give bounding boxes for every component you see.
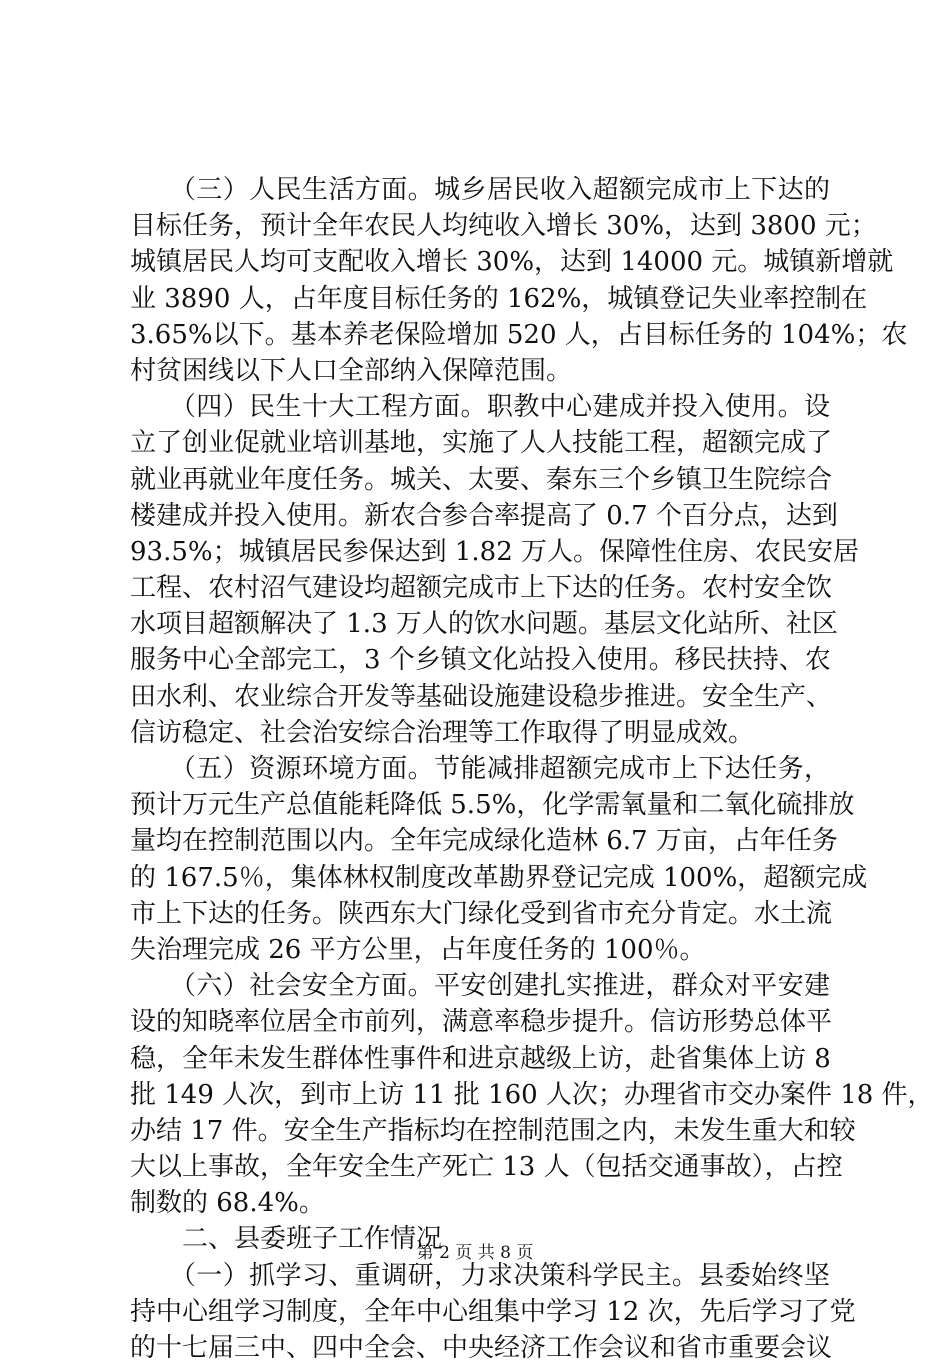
text-line: [130, 462, 833, 498]
text-line: [130, 317, 908, 353]
text-line-content: 田水利、农业综合开发等基础设施建设稳步推进。安全生产、: [130, 681, 833, 712]
text-line: [130, 208, 877, 244]
text-line: [130, 1004, 833, 1040]
page-footer: 第 2 页 共 8 页: [416, 1243, 534, 1263]
text-line: [130, 787, 855, 823]
document-body: [130, 172, 934, 1366]
text-line-content: 城镇居民人均可支配收入增长 30%，达到 14000 元。城镇新增就: [130, 247, 894, 278]
text-line: [130, 1330, 833, 1366]
text-line: [130, 389, 830, 425]
text-line: [130, 172, 830, 208]
text-line: [130, 1077, 934, 1113]
text-line: [130, 1041, 830, 1077]
text-line-content: 的十七届三中、四中全会、中央经济工作会议和省市重要会议: [130, 1333, 833, 1363]
text-line-content: 设的知晓率位居全市前列，满意率稳步提升。信访形势总体平: [130, 1007, 833, 1038]
text-line: [130, 244, 894, 280]
text-line: [130, 281, 868, 317]
text-line-content: 制数的 68.4%。: [130, 1188, 325, 1219]
text-line: [130, 353, 830, 389]
text-line-content: 办结 17 件。安全生产指标均在控制范围之内，未发生重大和较: [130, 1115, 856, 1146]
text-line: [130, 425, 833, 461]
text-line: [130, 860, 868, 896]
text-line: [130, 1185, 830, 1221]
text-line-content: 预计万元生产总值能耗降低 5.5%，化学需氧量和二氧化硫排放: [130, 790, 855, 821]
text-line-content: 的 167.5％，集体林权制度改革勘界登记完成 100%，超额完成: [130, 862, 868, 893]
text-line-content: 就业再就业年度任务。城关、太要、秦东三个乡镇卫生院综合: [130, 464, 833, 495]
text-line-content: 水项目超额解决了 1.3 万人的饮水问题。基层文化站所、社区: [130, 609, 838, 640]
text-line-content: （五）资源环境方面。节能减排超额完成市上下达任务，: [130, 754, 830, 784]
text-line-content: 3.65%以下。基本养老保险增加 520 人，占目标任务的 104%；农: [130, 319, 908, 350]
text-line: [130, 1294, 856, 1330]
text-line-content: 楼建成并投入使用。新农合参合率提高了 0.7 个百分点，达到: [130, 500, 838, 531]
text-line: [130, 715, 830, 751]
text-line: [130, 606, 838, 642]
text-line-content: 工程、农村沼气建设均超额完成市上下达的任务。农村安全饮: [130, 573, 833, 604]
text-line: [130, 1149, 843, 1185]
text-line-content: 93.5%；城镇居民参保达到 1.82 万人。保障性住房、农民安居: [130, 536, 860, 567]
text-line-content: 二、县委班子工作情况: [130, 1224, 443, 1255]
text-line: [130, 932, 830, 968]
text-line-content: 立了创业促就业培训基地，实施了人人技能工程，超额完成了: [130, 428, 833, 459]
text-line: [130, 968, 830, 1004]
text-line-content: 持中心组学习制度，全年中心组集中学习 12 次，先后学习了党: [130, 1296, 856, 1327]
text-line-content: （六）社会安全方面。平安创建扎实推进，群众对平安建: [130, 971, 830, 1002]
text-line: [130, 498, 838, 534]
text-line-content: 稳，全年未发生群体性事件和进京越级上访，赴省集体上访 8: [130, 1043, 831, 1074]
text-line-content: 信访稳定、社会治安综合治理等工作取得了明显成效。: [130, 717, 755, 748]
text-line-content: （一）抓学习、重调研，力求决策科学民主。县委始终坚: [130, 1260, 830, 1291]
text-line: [130, 896, 833, 932]
text-line-content: 服务中心全部完工，3 个乡镇文化站投入使用。移民扶持、农: [130, 645, 831, 676]
text-line-content: 量均在控制范围以内。全年完成绿化造林 6.7 万亩，占年任务: [130, 826, 838, 857]
text-line-content: 业 3890 人，占年度目标任务的 162%，城镇登记失业率控制在: [130, 283, 868, 314]
text-line-content: 大以上事故，全年安全生产死亡 13 人（包括交通事故），占控: [130, 1152, 843, 1183]
text-line: [130, 534, 860, 570]
text-line: [130, 751, 830, 787]
text-line-content: 目标任务，预计全年农民人均纯收入增长 30%，达到 3800 元；: [130, 211, 877, 242]
text-line-content: （四）民生十大工程方面。职教中心建成并投入使用。设: [130, 392, 830, 423]
text-line-content: 村贫困线以下人口全部纳入保障范围。: [130, 355, 573, 386]
text-line: [130, 823, 838, 859]
text-line: [130, 570, 833, 606]
text-line: [130, 1113, 856, 1149]
text-line-content: 市上下达的任务。陕西东大门绿化受到省市充分肯定。水土流: [130, 898, 833, 929]
text-line: [130, 642, 830, 678]
text-line-content: （三）人民生活方面。城乡居民收入超额完成市上下达的: [130, 175, 830, 205]
text-line: [130, 679, 833, 715]
text-line-content: 失治理完成 26 平方公里，占年度任务的 100％。: [130, 934, 706, 965]
text-line-content: 批 149 人次，到市上访 11 批 160 人次；办理省市交办案件 18 件，: [130, 1079, 934, 1110]
